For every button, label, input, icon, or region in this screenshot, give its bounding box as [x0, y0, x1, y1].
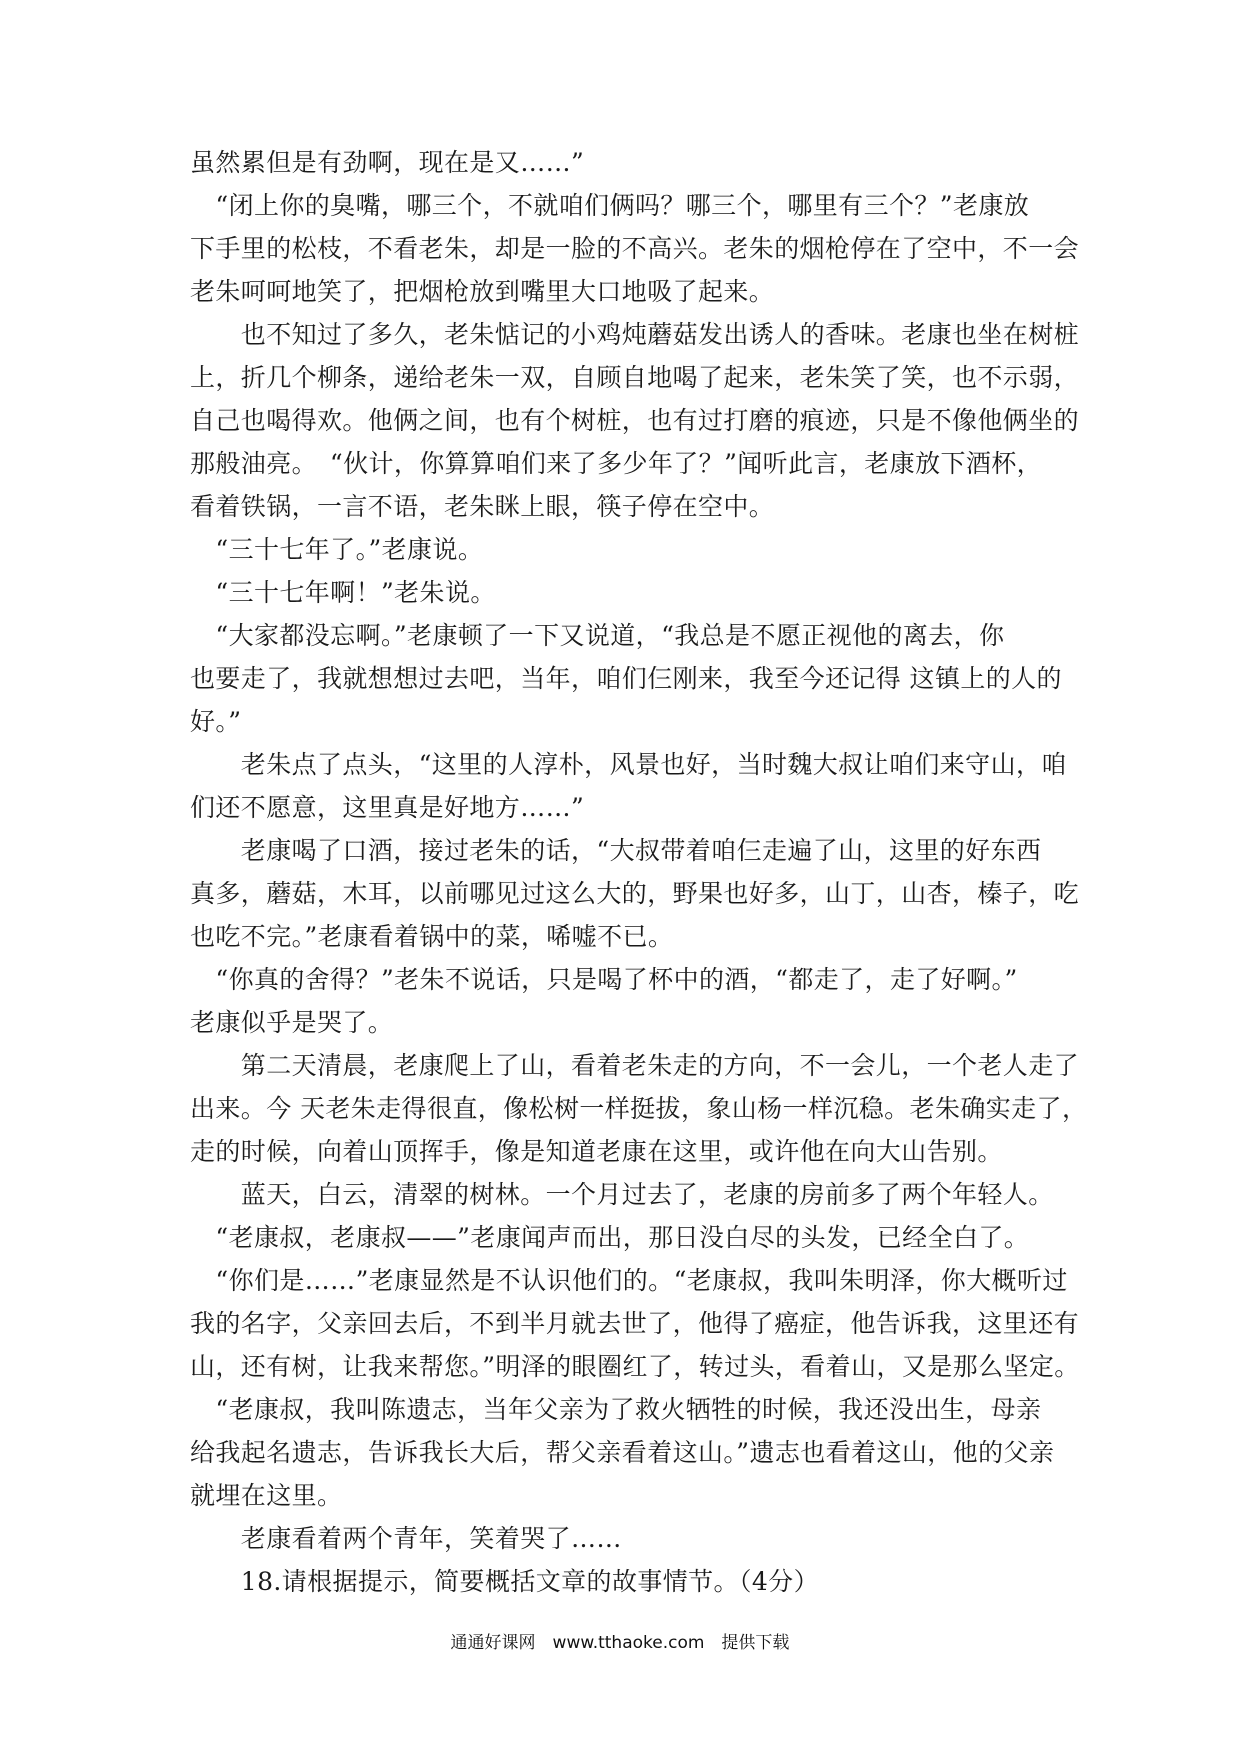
text-line: 也吃不完。”老康看着锅中的菜，唏嘘不已。 [190, 922, 674, 951]
text-line: 给我起名遗志，告诉我长大后，帮父亲看着这山。”遗志也看着这山，他的父亲 [190, 1438, 1055, 1467]
text-line: “老康叔，我叫陈遗志，当年父亲为了救火牺牲的时候，我还没出生，母亲 [190, 1395, 1042, 1424]
text-line: 好。” [190, 707, 242, 736]
text-line: 就埋在这里。 [190, 1481, 343, 1510]
text-line: “三十七年了。”老康说。 [190, 535, 484, 564]
text-line: “老康叔，老康叔——”老康闻声而出，那日没白尽的头发，已经全白了。 [190, 1223, 1030, 1252]
text-line: 上，折几个柳条，递给老朱一双，自顾自地喝了起来，老朱笑了笑，也不示弱， [190, 363, 1080, 392]
text-line: 老朱呵呵地笑了，把烟枪放到嘴里大口地吸了起来。 [190, 277, 775, 306]
text-line: 看着铁锅，一言不语，老朱眯上眼，筷子停在空中。 [190, 492, 775, 521]
text-line: 虽然累但是有劲啊，现在是又……” [190, 148, 585, 177]
text-line: 也要走了，我就想想过去吧，当年，咱们仨刚来，我至今还记得 这镇上的人的 [190, 664, 1062, 693]
text-line: 那般油亮。 “伙计，你算算咱们来了多少年了？”闻听此言，老康放下酒杯， [190, 449, 1043, 478]
text-line: 老康似乎是哭了。 [190, 1008, 394, 1037]
text-line: 蓝天，白云，清翠的树林。一个月过去了，老康的房前多了两个年轻人。 [190, 1180, 1054, 1209]
text-line: 老朱点了点头，“这里的人淳朴，风景也好，当时魏大叔让咱们来守山，咱 [190, 750, 1067, 779]
text-line: 出来。今 天老朱走得很直，像松树一样挺拔，象山杨一样沉稳。老朱确实走了， [190, 1094, 1088, 1123]
text-line: 我的名字，父亲回去后，不到半月就去世了，他得了癌症，他告诉我，这里还有 [190, 1309, 1080, 1338]
text-line: 老康喝了口酒，接过老朱的话，“大叔带着咱仨走遍了山，这里的好东西 [190, 836, 1042, 865]
question-line: 18.请根据提示，简要概括文章的故事情节。（4分） [190, 1567, 819, 1596]
text-line: “大家都没忘啊。”老康顿了一下又说道，“我总是不愿正视他的离去，你 [190, 621, 1005, 650]
page-footer: 通通好课网 www.tthaoke.com 提供下载 [450, 1633, 790, 1653]
text-line: 们还不愿意，这里真是好地方……” [190, 793, 585, 822]
text-line: 走的时候，向着山顶挥手，像是知道老康在这里，或许他在向大山告别。 [190, 1137, 1003, 1166]
text-line: 也不知过了多久，老朱惦记的小鸡炖蘑菇发出诱人的香味。老康也坐在树桩 [190, 320, 1080, 349]
text-line: “闭上你的臭嘴，哪三个，不就咱们俩吗？哪三个，哪里有三个？”老康放 [190, 191, 1030, 220]
text-line: “三十七年啊！”老朱说。 [190, 578, 496, 607]
text-line: 老康看着两个青年，笑着哭了…… [190, 1524, 622, 1553]
text-line: “你真的舍得？”老朱不说话，只是喝了杯中的酒，“都走了，走了好啊。” [190, 965, 1018, 994]
text-line: 真多，蘑菇，木耳，以前哪见过这么大的，野果也好多，山丁，山杏，榛子，吃 [190, 879, 1080, 908]
text-line: 山，还有树，让我来帮您。”明泽的眼圈红了，转过头，看着山，又是那么坚定。 [190, 1352, 1080, 1381]
text-line: 自己也喝得欢。他俩之间，也有个树桩，也有过打磨的痕迹，只是不像他俩坐的 [190, 406, 1080, 435]
text-line: 下手里的松枝，不看老朱，却是一脸的不高兴。老朱的烟枪停在了空中，不一会 [190, 234, 1080, 263]
text-line: “你们是……”老康显然是不认识他们的。“老康叔，我叫朱明泽，你大概听过 [190, 1266, 1068, 1295]
text-line: 第二天清晨，老康爬上了山，看着老朱走的方向，不一会儿，一个老人走了 [190, 1051, 1080, 1080]
